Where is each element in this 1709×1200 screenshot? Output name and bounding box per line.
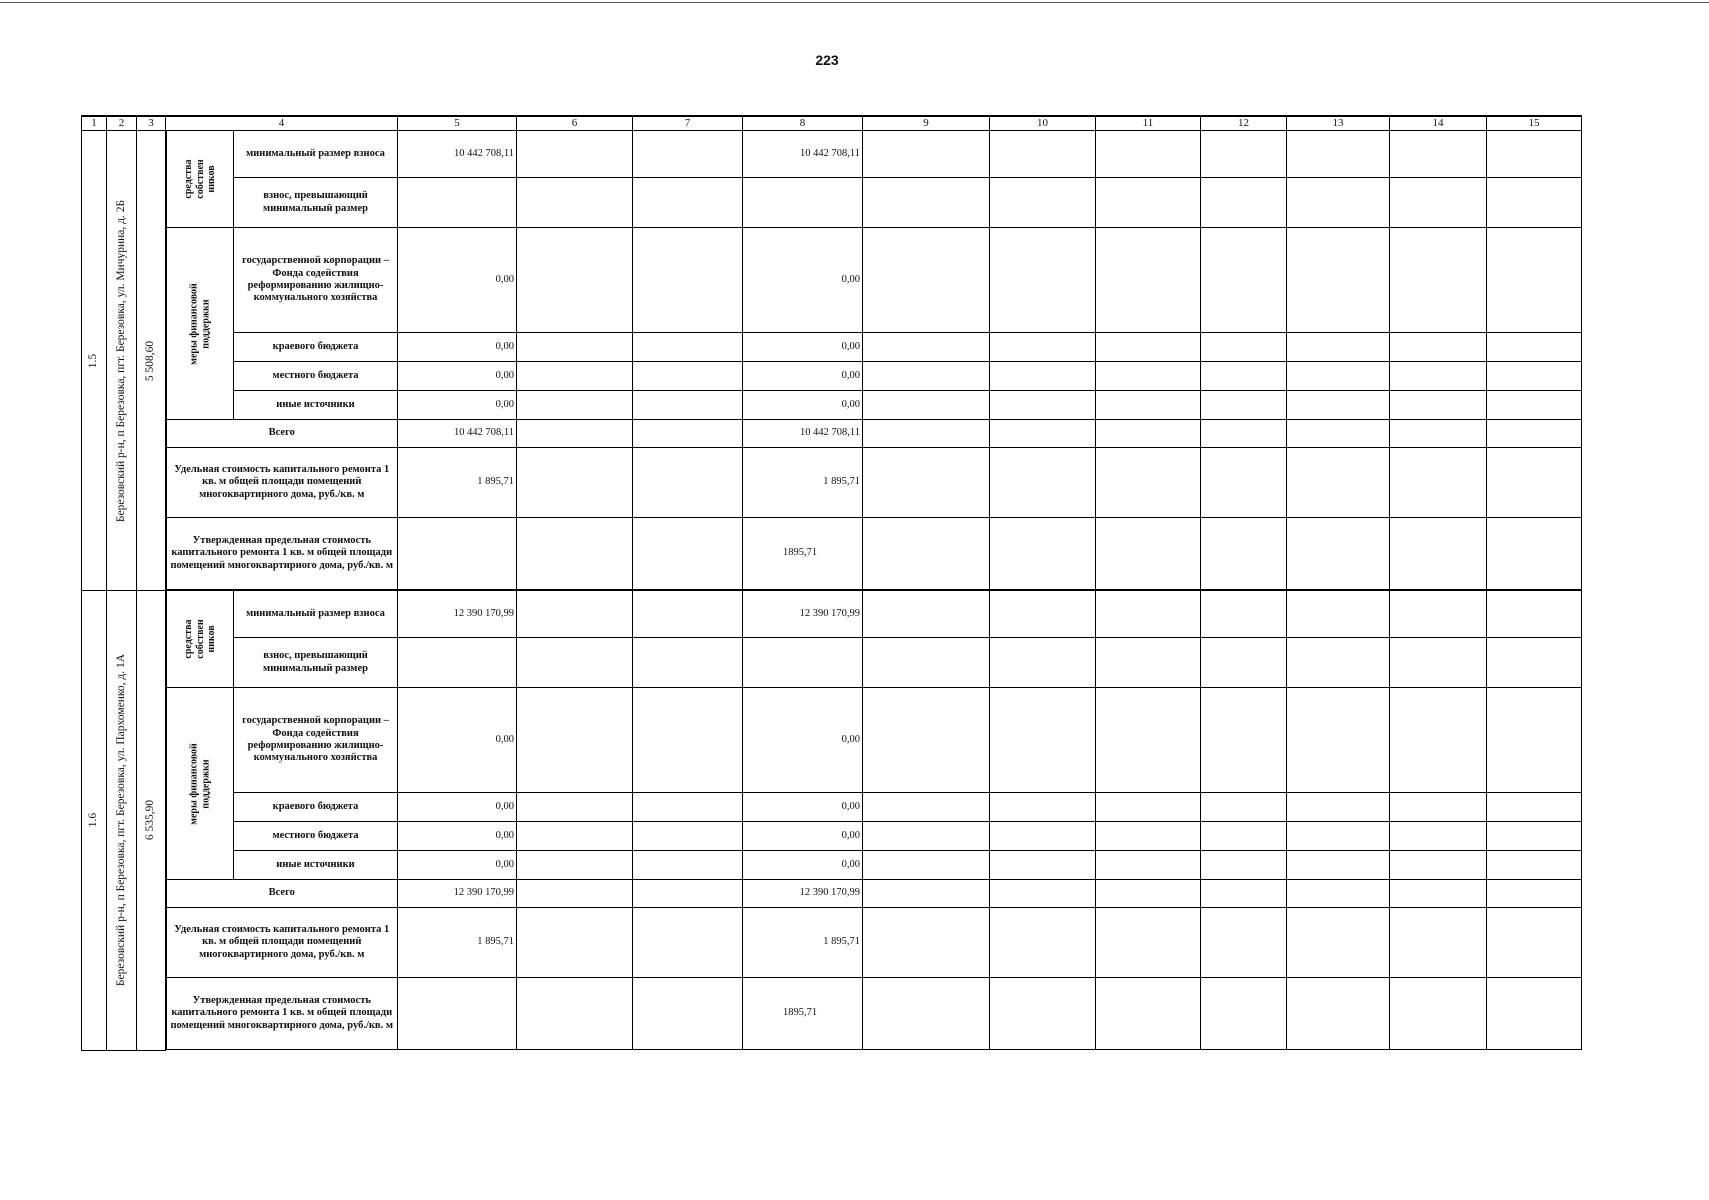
value-cell: 1895,71: [743, 518, 863, 590]
value-cell: [398, 638, 517, 688]
value-cell: 0,00: [743, 362, 863, 391]
table-row: [82, 518, 1582, 590]
area: 6 535,90: [143, 800, 156, 841]
regional-budget-label: краевого бюджета: [234, 793, 398, 822]
min-contribution-label: минимальный размер взноса: [234, 131, 398, 178]
column-header: 15: [1487, 116, 1582, 131]
value-cell: [398, 178, 517, 228]
page-number: 223: [815, 52, 839, 68]
table-row: [82, 851, 1582, 880]
value-cell: 10 442 708,11: [743, 131, 863, 178]
unit-cost-label: Удельная стоимость капитального ремонта 1 кв. м общей площади помещений многоквартирного дома, руб./кв. м: [166, 908, 398, 978]
support-group-label: меры финансовой поддержки: [188, 282, 211, 365]
area: 5 508,60: [143, 340, 156, 381]
state-corp-fund-label: государственной корпорации – Фонда содействия реформированию жилищно-коммунального хозяйства: [234, 228, 398, 333]
value-cell: [743, 638, 863, 688]
total-label: Всего: [166, 880, 398, 908]
value-cell: 12 390 170,99: [743, 880, 863, 908]
support-group-label: меры финансовой поддержки: [188, 742, 211, 825]
value-cell: 0,00: [743, 228, 863, 333]
value-cell: 10 442 708,11: [398, 420, 517, 448]
address-cell: [107, 591, 137, 1051]
approved-limit-cost-label: Утвержденная предельная стоимость капитального ремонта 1 кв. м общей площади помещений многоквартирного дома, руб./кв. м: [166, 978, 398, 1050]
other-sources-label: иные источники: [234, 391, 398, 420]
value-cell: 0,00: [743, 793, 863, 822]
value-cell: 1895,71: [743, 978, 863, 1050]
value-cell: 1 895,71: [398, 448, 517, 518]
approved-limit-cost-label: Утвержденная предельная стоимость капитального ремонта 1 кв. м общей площади помещений многоквартирного дома, руб./кв. м: [166, 518, 398, 590]
column-header: 13: [1287, 116, 1390, 131]
local-budget-label: местного бюджета: [234, 822, 398, 851]
table-row: [82, 793, 1582, 822]
regional-budget-label: краевого бюджета: [234, 333, 398, 362]
table-row: [82, 822, 1582, 851]
address: Березовский р-н, п Березовка, пгт. Березовка, ул. Пархоменко, д. 1А: [114, 654, 127, 987]
table-row: [82, 978, 1582, 1050]
address: Березовский р-н, п Березовка, пгт. Березовка, ул. Мичурина, д. 2Б: [114, 199, 127, 522]
column-header: 9: [863, 116, 990, 131]
column-header: 1: [82, 116, 107, 131]
row-number-cell: [82, 131, 107, 591]
value-cell: 0,00: [743, 822, 863, 851]
table-row: [82, 228, 1582, 333]
value-cell: 0,00: [398, 851, 517, 880]
over-min-contribution-label: взнос, превышающий минимальный размер: [234, 178, 398, 228]
table-row: [82, 391, 1582, 420]
page-top-edge: [0, 2, 1709, 3]
row-number: 1.6: [87, 813, 100, 828]
table-row: [82, 333, 1582, 362]
value-cell: 0,00: [398, 333, 517, 362]
address-cell: [107, 131, 137, 591]
other-sources-label: иные источники: [234, 851, 398, 880]
value-cell: 1 895,71: [743, 448, 863, 518]
table-row: [82, 420, 1582, 448]
value-cell: 1 895,71: [398, 908, 517, 978]
column-header: 7: [633, 116, 743, 131]
total-label: Всего: [166, 420, 398, 448]
over-min-contribution-label: взнос, превышающий минимальный размер: [234, 638, 398, 688]
value-cell: 1 895,71: [743, 908, 863, 978]
column-header: 3: [137, 116, 166, 131]
min-contribution-label: минимальный размер взноса: [234, 591, 398, 638]
value-cell: 0,00: [743, 333, 863, 362]
area-cell: [137, 131, 166, 591]
column-header: 8: [743, 116, 863, 131]
column-number-row: [82, 116, 1582, 131]
own-funds-group-label: средства собствен ников: [182, 619, 217, 659]
column-header: 14: [1390, 116, 1487, 131]
column-header: 4: [166, 116, 398, 131]
value-cell: [743, 178, 863, 228]
table-row: [82, 591, 1582, 638]
state-corp-fund-label: государственной корпорации – Фонда содействия реформированию жилищно-коммунального хозяйства: [234, 688, 398, 793]
value-cell: 10 442 708,11: [398, 131, 517, 178]
table-row: [82, 908, 1582, 978]
own-funds-group-label: средства собствен ников: [182, 159, 217, 199]
table-row: [82, 448, 1582, 518]
row-number-cell: [82, 591, 107, 1051]
value-cell: 0,00: [398, 688, 517, 793]
value-cell: 10 442 708,11: [743, 420, 863, 448]
value-cell: 0,00: [743, 851, 863, 880]
local-budget-label: местного бюджета: [234, 362, 398, 391]
column-header: 12: [1201, 116, 1287, 131]
capital-repair-table: [81, 115, 1582, 1051]
table-row: [82, 638, 1582, 688]
column-header: 2: [107, 116, 137, 131]
unit-cost-label: Удельная стоимость капитального ремонта 1 кв. м общей площади помещений многоквартирного дома, руб./кв. м: [166, 448, 398, 518]
value-cell: 12 390 170,99: [398, 591, 517, 638]
support-group-cell: [166, 688, 234, 880]
table-row: [82, 178, 1582, 228]
value-cell: 12 390 170,99: [743, 591, 863, 638]
value-cell: 0,00: [743, 688, 863, 793]
value-cell: 0,00: [398, 822, 517, 851]
column-header: 5: [398, 116, 517, 131]
value-cell: 0,00: [743, 391, 863, 420]
value-cell: 0,00: [398, 228, 517, 333]
own-funds-group-cell: [166, 591, 234, 688]
column-header: 11: [1096, 116, 1201, 131]
support-group-cell: [166, 228, 234, 420]
value-cell: 0,00: [398, 793, 517, 822]
row-number: 1.5: [87, 353, 100, 368]
own-funds-group-cell: [166, 131, 234, 228]
value-cell: 0,00: [398, 391, 517, 420]
table-row: [82, 880, 1582, 908]
column-header: 6: [517, 116, 633, 131]
area-cell: [137, 591, 166, 1051]
value-cell: 12 390 170,99: [398, 880, 517, 908]
column-header: 10: [990, 116, 1096, 131]
value-cell: 0,00: [398, 362, 517, 391]
table-row: [82, 688, 1582, 793]
table-row: [82, 362, 1582, 391]
table-row: [82, 131, 1582, 178]
